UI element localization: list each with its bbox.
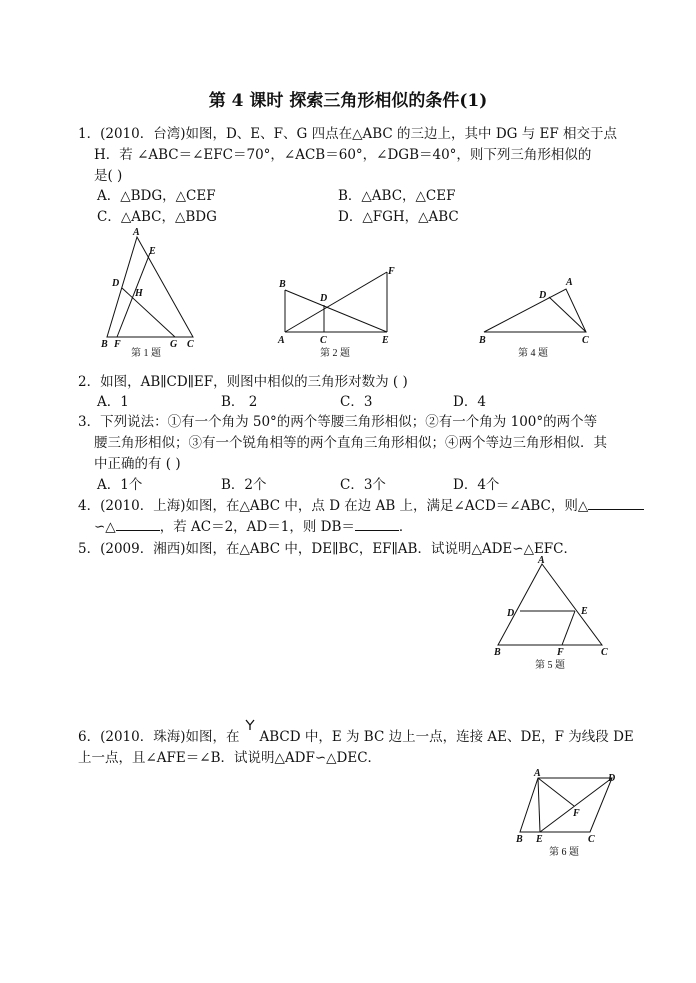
- fig2-label-f: F: [388, 266, 395, 277]
- fig4-label-d: D: [539, 290, 547, 301]
- fig2-caption: 第 2 题: [320, 348, 350, 359]
- q1-option-d: D．△FGH，△ABC: [338, 209, 459, 225]
- q4-line-2-text: ，若 AC＝2，AD＝1，则 DB＝: [159, 519, 355, 535]
- figure-2: [278, 265, 403, 360]
- fig5-label-b: B: [494, 647, 501, 658]
- q6-line-2: 上一点，且∠AFE＝∠B．试说明△ADF∽△DEC．: [78, 750, 382, 766]
- figure-1: [95, 225, 205, 360]
- q4-line-2: [94, 515, 412, 535]
- q4-line-1-text: 4．(2010．上海)如图，在△ABC 中，点 D 在边 AB 上，满足∠ACD＝∠ABC，则△: [78, 498, 589, 514]
- fig5-segment-ef: [562, 611, 575, 645]
- fig6-label-a: A: [534, 768, 541, 779]
- parallelogram-icon: [245, 719, 255, 731]
- fig1-label-b: B: [101, 339, 108, 350]
- fig1-label-f: F: [114, 339, 121, 350]
- q1-option-a: A．△BDG，△CEF: [97, 188, 216, 204]
- fig1-segment-dg: [122, 288, 175, 337]
- fig4-label-b: B: [479, 335, 486, 346]
- fig2-label-b: B: [279, 279, 286, 290]
- q3-option-a: A．1个: [97, 477, 143, 493]
- fig4-segment-cd: [549, 297, 586, 332]
- q3-line-1: 3．下列说法：①有一个角为 50°的两个等腰三角形相似；②有一个角为 100°的两个等: [78, 414, 598, 430]
- fig2-label-e: E: [382, 335, 389, 346]
- figure-5: [490, 556, 615, 674]
- q2-option-c: C．3: [340, 394, 373, 410]
- q4-line-2-end: ．: [398, 519, 413, 535]
- fig1-label-c: C: [187, 339, 194, 350]
- fig1-segment-fe: [117, 253, 150, 337]
- q1-line-3: 是( ): [94, 168, 123, 184]
- figure-4: [476, 270, 596, 360]
- fig4-label-a: A: [566, 277, 573, 288]
- fig5-label-a: A: [538, 555, 545, 566]
- fig6-label-b: B: [516, 834, 523, 845]
- fig1-label-h: H: [135, 288, 143, 299]
- q2-option-a: A．1: [97, 394, 129, 410]
- q1-option-c: C．△ABC，△BDG: [97, 209, 217, 225]
- fig6-label-d: D: [608, 773, 616, 784]
- fig2-label-d: D: [320, 293, 328, 304]
- fig6-segment-af: [538, 778, 574, 806]
- fig6-label-c: C: [588, 834, 595, 845]
- fig5-label-e: E: [581, 606, 588, 617]
- q6-line-1-text-b: ABCD 中，E 为 BC 边上一点，连接 AE、DE，F 为线段 DE: [259, 729, 634, 745]
- q5-line-1: 5．(2009．湘西)如图，在△ABC 中，DE∥BC，EF∥AB．试说明△ADE∽△EFC．: [78, 541, 577, 557]
- fig1-label-g: G: [170, 339, 178, 350]
- fig4-caption: 第 4 题: [518, 348, 548, 359]
- q3-line-3: 中正确的有 ( ): [94, 456, 181, 472]
- fig6-label-e: E: [536, 834, 543, 845]
- fig6-segment-ae: [538, 778, 540, 832]
- page-title: 第 4 课时 探索三角形相似的条件(1): [208, 91, 488, 111]
- q2-option-d: D．4: [453, 394, 486, 410]
- q4-line-2-sim: ∽△: [94, 519, 116, 535]
- fig5-triangle-abc: [498, 564, 602, 645]
- fig1-label-e: E: [149, 246, 156, 257]
- q3-option-b: B．2个: [221, 477, 267, 493]
- q3-line-2: 腰三角形相似；③有一个锐角相等的两个直角三角形相似；④两个等边三角形相似．其: [94, 435, 607, 451]
- fig5-caption: 第 5 题: [535, 660, 565, 671]
- fig5-label-d: D: [507, 608, 515, 619]
- fig6-parallelogram-abcd: [520, 778, 612, 832]
- fig4-triangle-abc: [484, 289, 586, 332]
- fig2-label-c: C: [320, 335, 327, 346]
- fig2-segment-af: [285, 272, 387, 332]
- q6-line-1: [78, 725, 634, 745]
- q2-option-b: B． 2: [221, 394, 258, 410]
- q1-option-b: B．△ABC，△CEF: [338, 188, 456, 204]
- fig2-segment-be: [285, 290, 387, 332]
- fig4-label-c: C: [582, 335, 589, 346]
- q1-line-1: 1．(2010．台湾)如图，D、E、F、G 四点在△ABC 的三边上，其中 DG 与 EF 相交于点: [78, 126, 618, 142]
- fig6-label-f: F: [573, 808, 580, 819]
- fig1-label-a: A: [133, 227, 140, 238]
- q4-line-1: [78, 494, 644, 514]
- fig5-label-f: F: [557, 647, 564, 658]
- fig1-label-d: D: [112, 278, 120, 289]
- q4-blank-3: [355, 518, 399, 531]
- q3-option-d: D．4个: [453, 477, 500, 493]
- q2-line-1: 2．如图，AB∥CD∥EF，则图中相似的三角形对数为 ( ): [78, 374, 408, 390]
- fig6-caption: 第 6 题: [549, 847, 579, 858]
- q4-blank-1: [588, 497, 644, 510]
- q6-line-1-text-a: 6．(2010．珠海)如图，在: [78, 729, 240, 745]
- figure-6: [512, 770, 627, 862]
- fig5-label-c: C: [601, 647, 608, 658]
- fig2-label-a: A: [278, 335, 285, 346]
- q4-blank-2: [116, 518, 160, 531]
- q1-line-2: H．若 ∠ABC＝∠EFC＝70°，∠ACB＝60°，∠DGB＝40°，则下列三角形相似的: [94, 147, 592, 163]
- q3-option-c: C．3个: [340, 477, 386, 493]
- fig1-caption: 第 1 题: [131, 348, 161, 359]
